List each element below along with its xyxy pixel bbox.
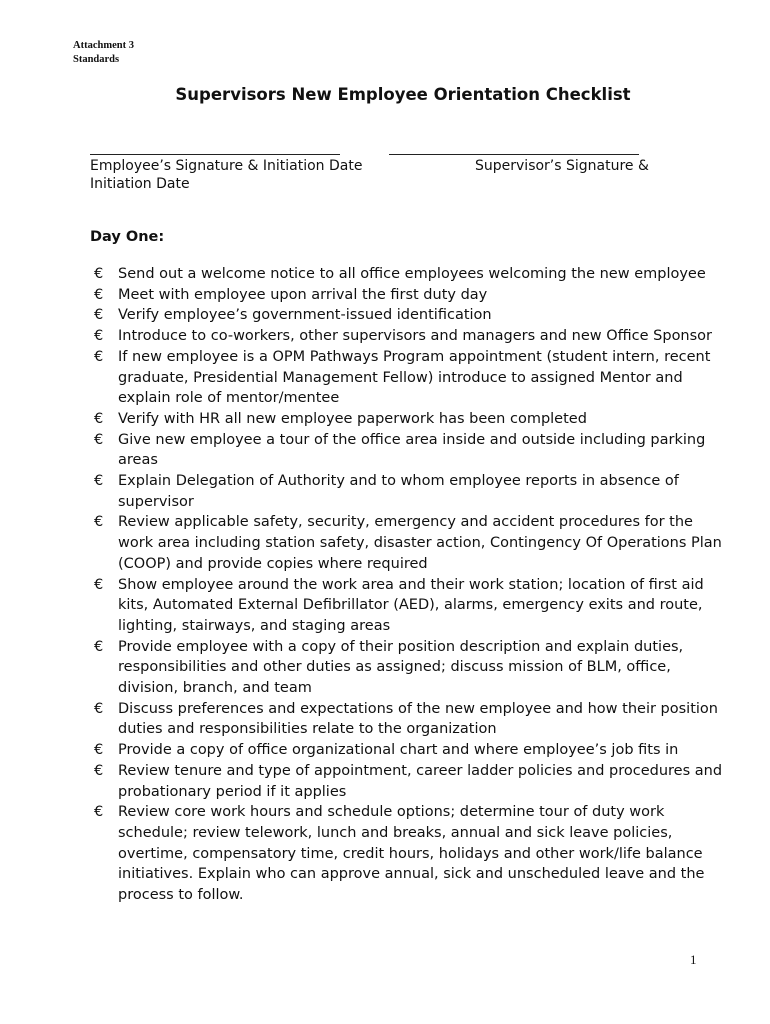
- checklist-item-text: Review tenure and type of appointment, career ladder policies and procedures and probationary period if it applies: [118, 762, 723, 800]
- checklist-item: [94, 637, 724, 699]
- checkbox-bullet-icon: €: [94, 804, 104, 821]
- supervisor-signature-label-continued: Initiation Date: [90, 176, 190, 192]
- checklist-item: [94, 430, 724, 471]
- page-title: Supervisors New Employee Orientation Checklist: [175, 85, 631, 104]
- checkbox-bullet-icon: €: [94, 576, 104, 593]
- checklist-item-text: Review applicable safety, security, emergency and accident procedures for the work area including station safety, disaster action, Contingency Of Operations Plan (COOP) and provide copies where required: [118, 514, 722, 572]
- checklist-item: [94, 802, 724, 906]
- checklist-item-text: Verify employee’s government-issued identification: [118, 307, 492, 324]
- checkbox-bullet-icon: €: [94, 473, 104, 490]
- checkbox-bullet-icon: €: [94, 762, 104, 779]
- checklist-item: [94, 512, 724, 574]
- checkbox-bullet-icon: €: [94, 638, 104, 655]
- checklist-item: [94, 575, 724, 637]
- employee-signature-label: Employee’s Signature & Initiation Date: [90, 158, 363, 174]
- checklist-item: [94, 471, 724, 512]
- checkbox-bullet-icon: €: [94, 742, 104, 759]
- checklist-item-text: If new employee is a OPM Pathways Program appointment (student intern, recent graduate, Presidential Management Fellow) introduce to assigned Mentor and explain role of mentor/mentee: [118, 348, 711, 407]
- attachment-header: [73, 39, 134, 67]
- checklist-item-text: Send out a welcome notice to all office employees welcoming the new employee: [118, 266, 706, 282]
- checklist-item: [94, 761, 724, 802]
- supervisor-signature-line: [389, 154, 639, 155]
- checklist-item-text: Show employee around the work area and their work station; location of first aid kits, Automated External Defibrillator (AED), alarms, emergency exits and route, lighting, stairways, and staging areas: [118, 576, 704, 634]
- checkbox-bullet-icon: €: [94, 348, 104, 365]
- checklist-item-text: Review core work hours and schedule options; determine tour of duty work schedule; review telework, lunch and breaks, annual and sick leave policies, overtime, compensatory time, credit hours, holidays and other work/life balance initiatives. Explain who can approve annual, sick and unscheduled leave and the process to follow.: [118, 804, 705, 904]
- checklist-item: [94, 347, 724, 409]
- checklist-item-text: Discuss preferences and expectations of the new employee and how their position duties and responsibilities relate to the organization: [118, 700, 718, 738]
- checklist-item: [94, 285, 724, 306]
- checklist-item-text: Give new employee a tour of the office area inside and outside including parking areas: [118, 431, 706, 469]
- checklist-item-text: Verify with HR all new employee paperwork has been completed: [118, 410, 587, 427]
- day-one-heading: Day One:: [90, 229, 165, 245]
- checkbox-bullet-icon: €: [94, 307, 104, 324]
- supervisor-signature-label: Supervisor’s Signature &: [475, 158, 649, 174]
- checklist-item: [94, 699, 724, 740]
- checklist-item-text: Explain Delegation of Authority and to whom employee reports in absence of supervisor: [118, 473, 679, 510]
- checklist-item: [94, 409, 724, 430]
- checklist-item: [94, 326, 724, 347]
- day-one-checklist: [94, 264, 724, 906]
- checkbox-bullet-icon: €: [94, 266, 104, 282]
- page-number: 1: [690, 952, 697, 967]
- standards-label: Standards: [73, 54, 120, 65]
- checklist-item-text: Provide employee with a copy of their position description and explain duties, responsibilities and other duties as assigned; discuss mission of BLM, office, division, branch, and team: [118, 638, 684, 697]
- checkbox-bullet-icon: €: [94, 514, 104, 531]
- attachment-label: Attachment 3: [73, 40, 134, 51]
- checkbox-bullet-icon: €: [94, 431, 104, 448]
- checkbox-bullet-icon: €: [94, 286, 104, 303]
- checklist-item-text: Provide a copy of office organizational chart and where employee’s job fits in: [118, 742, 679, 759]
- checklist-item-text: Meet with employee upon arrival the first duty day: [118, 286, 488, 303]
- checkbox-bullet-icon: €: [94, 410, 104, 427]
- checklist-item: [94, 305, 724, 326]
- checklist-item: [94, 740, 724, 761]
- checkbox-bullet-icon: €: [94, 328, 104, 345]
- checklist-item: [94, 264, 724, 285]
- checklist-item-text: Introduce to co-workers, other supervisors and managers and new Office Sponsor: [118, 328, 713, 345]
- checkbox-bullet-icon: €: [94, 700, 104, 717]
- employee-signature-line: [90, 154, 340, 155]
